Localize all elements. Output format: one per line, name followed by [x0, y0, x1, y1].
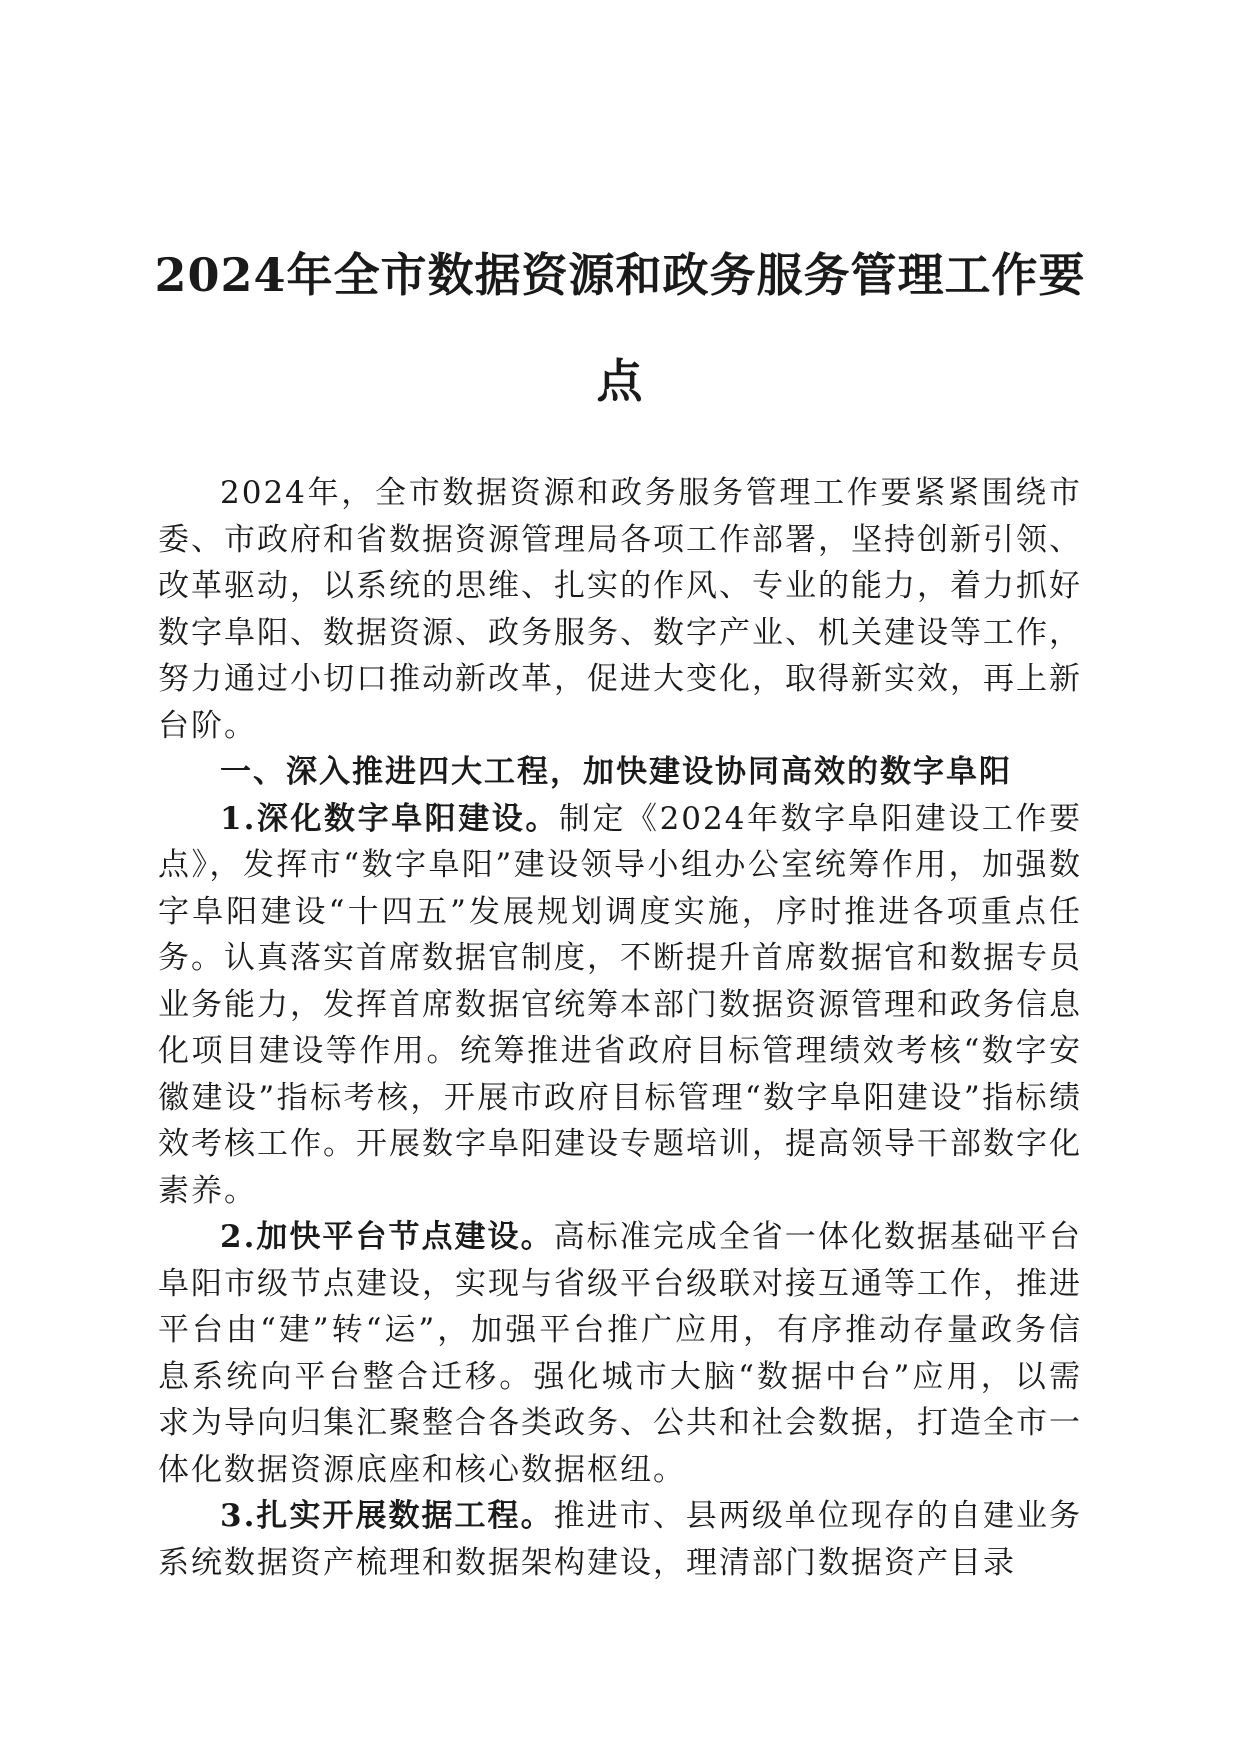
item-paragraph [158, 1214, 1082, 1493]
item-text: 推进市、县两级单位现存的自建业务系统数据资产梳理和数据架构建设，理清部门数据资产目录 [158, 1498, 1082, 1581]
item-lead: 2.加快平台节点建设。 [220, 1219, 554, 1255]
section-heading: 一、深入推进四大工程，加快建设协同高效的数字阜阳 [220, 754, 1012, 790]
document-body [158, 470, 1082, 1586]
item-paragraph [158, 1493, 1082, 1586]
document-title: 2024年全市数据资源和政务服务管理工作要点 [154, 248, 1086, 408]
item-lead: 1.深化数字阜阳建设。 [220, 800, 559, 837]
item-paragraph [158, 796, 1082, 1215]
item-text: 制定《2024年数字阜阳建设工作要点》，发挥市“数字阜阳”建设领导小组办公室统筹作用，加强数字阜阳建设“十四五”发展规划调度实施，序时推进各项重点任务。认真落实首席数据官制度，不断提升首席数据官和数据专员业务能力，发挥首席数据官统筹本部门数据资源管理和政务信息化项目建设等作用。统筹推进省政府目标管理绩效考核“数字安徽建设”指标考核，开展市政府目标管理“数字阜阳建设”指标绩效考核工作。开展数字阜阳建设专题培训，提高领导干部数字化素养。 [158, 800, 1082, 1209]
intro-paragraph: 2024年，全市数据资源和政务服务管理工作要紧紧围绕市委、市政府和省数据资源管理局各项工作部署，坚持创新引领、改革驱动，以系统的思维、扎实的作风、专业的能力，着力抓好数字阜阳、数据资源、政务服务、数字产业、机关建设等工作，努力通过小切口推动新改革，促进大变化，取得新实效，再上新台阶。 [158, 475, 1082, 744]
item-text: 高标准完成全省一体化数据基础平台阜阳市级节点建设，实现与省级平台级联对接互通等工作，推进平台由“建”转“运”，加强平台推广应用，有序推动存量政务信息系统向平台整合迁移。强化城市大脑“数据中台”应用，以需求为导向归集汇聚整合各类政务、公共和社会数据，打造全市一体化数据资源底座和核心数据枢纽。 [158, 1219, 1082, 1488]
item-lead: 3.扎实开展数据工程。 [220, 1498, 554, 1534]
